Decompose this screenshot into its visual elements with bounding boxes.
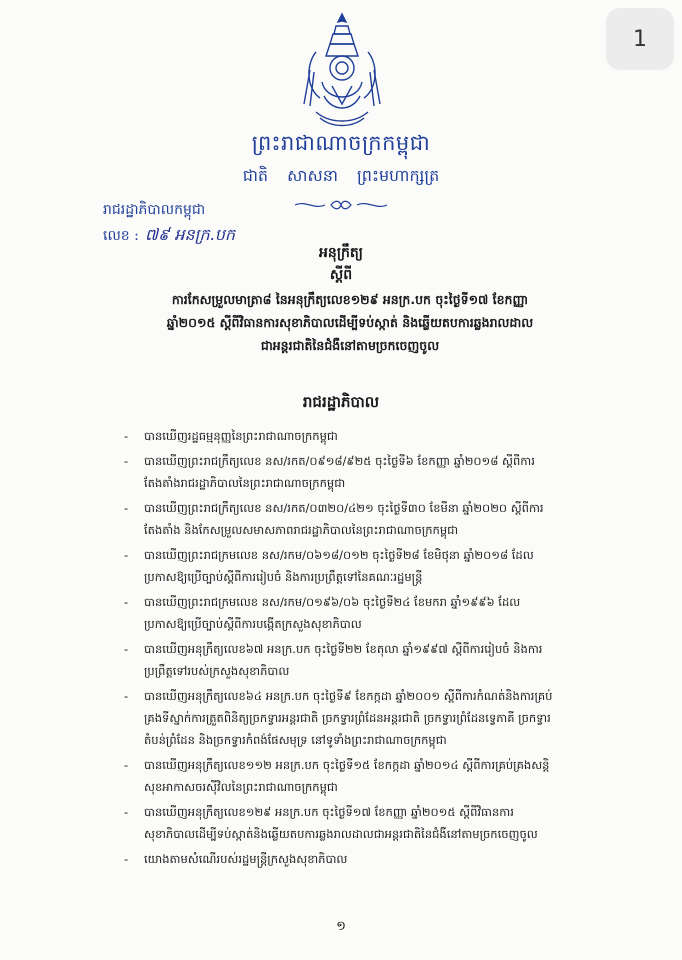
issuer-heading: រាជរដ្ឋាភិបាល xyxy=(302,393,380,411)
title-line: ការកែសម្រួលមាត្រា៨ នៃអនុក្រឹត្យលេខ១២៩ អនក្រ.បក ចុះថ្ងៃទី១៧ ខែកញ្ញា xyxy=(171,292,529,307)
recitals-list xyxy=(120,425,560,873)
recital-item: - បានឃើញព្រះរាជក្រមលេខ នស/រកម/០១៩៦/០៦ ចុះថ្ងៃទី២៤ ខែមករា ឆ្នាំ១៩៩៦ ដែលប្រកាសឱ្យប្រើច្បាប់ស្តីពីការបង្កើតក្រសួងសុខាភិបាល xyxy=(120,591,560,635)
document-title xyxy=(130,288,570,357)
recital-item: - បានឃើញអនុក្រឹត្យលេខ១២៩ អនក្រ.បក ចុះថ្ងៃទី១៧ ខែកញ្ញា ឆ្នាំ២០១៥ ស្តីពីវិធានការសុខាភិបាលដើម្បីទប់ស្កាត់និងឆ្លើយតបការឆ្លងរាលដាលជាអន្តរជាតិនៃជំងឺនៅតាមច្រកចេញចូល xyxy=(120,801,560,845)
page-indicator: 1 xyxy=(606,8,674,70)
recital-item: - បានឃើញអនុក្រឹត្យលេខ៦៤ អនក្រ.បក ចុះថ្ងៃទី៩ ខែកក្កដា ឆ្នាំ២០០១ ស្តីពីការកំណត់និងការគ្រប់គ្រងទីស្នាក់ការត្រួតពិនិត្យច្រកទ្វារអន្តរជាតិ ច្រកទ្វារព្រំដែនអន្តរជាតិ ច្រកទ្វារព្រំដែនទ្វេភាគី ច្រកទ្វារតំបន់ព្រំដែន និងច្រកទ្វារកំពង់ផែសមុទ្រ នៅទូទាំងព្រះរាជាណាចក្រកម្ពុជា xyxy=(120,685,560,751)
document-type: អនុក្រឹត្យ xyxy=(319,245,363,261)
recital-item: - យោងតាមសំណើរបស់រដ្ឋមន្ត្រីក្រសួងសុខាភិបាល xyxy=(120,848,560,870)
recital-item: - បានឃើញអនុក្រឹត្យលេខ១១២ អនក្រ.បក ចុះថ្ងៃទី១៥ ខែកក្កដា ឆ្នាំ២០១៤ ស្តីពីការគ្រប់គ្រងសន្តិសុខអាកាសចរស៊ីវិលនៃព្រះរាជាណាចក្រកម្ពុជា xyxy=(120,754,560,798)
title-line: ជាអន្តរជាតិនៃជំងឺនៅតាមច្រកចេញចូល xyxy=(260,338,440,353)
title-line: ឆ្នាំ២០១៥ ស្តីពីវិធានការសុខាភិបាលដើម្បីទប់ស្កាត់ និងឆ្លើយតបការឆ្លងរាលដាល xyxy=(166,315,534,330)
subject-label: ស្តីពី xyxy=(329,267,353,283)
reference-number: ៧៩ អនក្រ.បក xyxy=(144,225,235,244)
recital-item: - បានឃើញព្រះរាជក្រមលេខ នស/រកម/០៦១៨/០១២ ចុះថ្ងៃទី២៨ ខែមិថុនា ឆ្នាំ២០១៨ ដែលប្រកាសឱ្យប្រើច្បាប់ស្តីពីការរៀបចំ និងការប្រព្រឹត្តទៅនៃគណៈរដ្ឋមន្ត្រី xyxy=(120,544,560,588)
kingdom-heading: ព្រះរាជាណាចក្រកម្ពុជា xyxy=(251,131,431,155)
reference-label: លេខ : xyxy=(103,227,139,244)
issuing-government: រាជរដ្ឋាភិបាលកម្ពុជា xyxy=(103,202,206,218)
recital-item: - បានឃើញអនុក្រឹត្យលេខ៦៧ អនក្រ.បក ចុះថ្ងៃទី២២ ខែតុលា ឆ្នាំ១៩៩៧ ស្តីពីការរៀបចំ និងការប្រព្រឹត្តទៅរបស់ក្រសួងសុខាភិបាល xyxy=(120,638,560,682)
royal-emblem-icon xyxy=(296,12,388,130)
national-motto: ជាតិ សាសនា ព្រះមហាក្សត្រ xyxy=(242,166,440,185)
recital-item: - បានឃើញព្រះរាជក្រឹត្យលេខ នស/រកត/០៣២០/៤២១ ចុះថ្ងៃទី៣០ ខែមីនា ឆ្នាំ២០២០ ស្តីពីការតែងតាំង និងកែសម្រួលសមាសភាពរាជរដ្ឋាភិបាលនៃព្រះរាជាណាចក្រកម្ពុជា xyxy=(120,497,560,541)
recital-item: - បានឃើញរដ្ឋធម្មនុញ្ញនៃព្រះរាជាណាចក្រកម្ពុជា xyxy=(120,425,560,447)
recital-item: - បានឃើញព្រះរាជក្រឹត្យលេខ នស/រកត/០៩១៨/៩២៥ ចុះថ្ងៃទី៦ ខែកញ្ញា ឆ្នាំ២០១៨ ស្តីពីការតែងតាំងរាជរដ្ឋាភិបាលនៃព្រះរាជាណាចក្រកម្ពុជា xyxy=(120,450,560,494)
decorative-divider-icon xyxy=(291,198,391,212)
page-number: ១ xyxy=(336,919,346,934)
